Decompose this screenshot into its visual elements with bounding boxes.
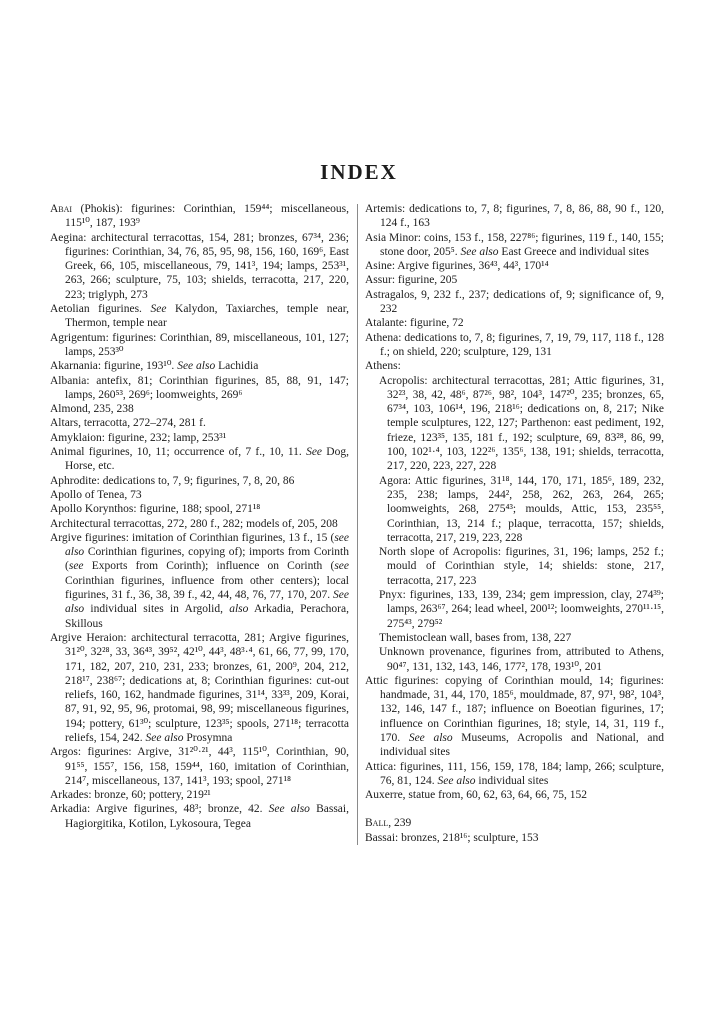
index-entry: Amyklaion: figurine, 232; lamp, 253³¹ <box>50 431 227 444</box>
index-entry: Apollo Korynthos: figurine, 188; spool, 271¹⁸ <box>50 503 261 516</box>
index-entry: Attic figurines: copying of Corinthian mould, 14; figurines: handmade, 31, 44, 170, 185⁶, mouldmade, 87, 97¹, 98², 104³, 132, 146, 147 f., 187; influence on Boeotian figurines, 17; influence on Corinthian figurines, 18; style, 14, 31, 119 f., 170. See also Museums, Acropolis and National, and individual sites <box>365 674 664 759</box>
index-entry: Athens: <box>365 360 401 373</box>
index-entry: Athena: dedications to, 7, 8; figurines, 7, 19, 79, 117, 118 f., 128 f.; on shield, 220; sculpture, 129, 131 <box>365 331 664 358</box>
index-entry: Argive figurines: imitation of Corinthian figurines, 13 f., 15 (see also Corinthian figurines, copying of); imports from Corinth (see Exports from Corinth); influence on Corinth (see Corinthian figurines, influence from other centers); local figurines, 31 f., 36, 38, 39 f., 42, 44, 48, 76, 77, 170, 207. See also individual sites in Argolid, also Arkadia, Perachora, Skillous <box>50 531 349 630</box>
index-entry: Argive Heraion: architectural terracotta, 281; Argive figurines, 31²⁰, 32²⁸, 33, 36⁴³, 39⁵², 42¹⁰, 44³, 48³·⁴, 61, 66, 77, 99, 170, 171, 182, 207, 210, 231, 233; bronzes, 61, 200⁹, 204, 212, 218¹⁷, 238⁶⁷; dedications at, 8; Corinthian figurines: cut-out reliefs, 160, 162, handmade figurines, 31¹⁴, 33³³, 209, Korai, 87, 91, 92, 95, 96, protomai, 98, 99; miscellaneous figurines, 194; pottery, 61³⁰; sculpture, 123³⁵; spools, 271¹⁸; terracotta reliefs, 154, 242. See also Prosymna <box>50 631 349 744</box>
index-entry: Abai (Phokis): figurines: Corinthian, 159⁴⁴; miscellaneous, 115¹⁰, 187, 193⁹ <box>50 203 349 230</box>
index-entry: Astragalos, 9, 232 f., 237; dedications of, 9; significance of, 9, 232 <box>365 288 664 316</box>
index-entry: Attica: figurines, 111, 156, 159, 178, 184; lamp, 266; sculpture, 76, 81, 124. See also individual sites <box>365 760 664 787</box>
index-entry: Albania: antefix, 81; Corinthian figurines, 85, 88, 91, 147; lamps, 260⁵³, 269⁶; loomweights, 269⁶ <box>50 374 349 401</box>
index-entry: Aphrodite: dedications to, 7, 9; figurines, 7, 8, 20, 86 <box>50 474 295 487</box>
index-entry: Almond, 235, 238 <box>50 403 134 416</box>
index-entry: Apollo of Tenea, 73 <box>50 488 142 501</box>
index-entry: Bassai: bronzes, 218¹⁶; sculpture, 153 <box>365 831 539 844</box>
index-entry: Argos: figurines: Argive, 31²⁰·²¹, 44³, 115¹⁰, Corinthian, 90, 91⁵⁵, 155⁷, 156, 158, 159⁴⁴, 160, imitation of Corinthian, 214⁷, miscellaneous, 137, 141³, 193; spool, 271¹⁸ <box>50 746 349 787</box>
index-entry: Arkadia: Argive figurines, 48³; bronze, 42. See also Bassai, Hagiorgitika, Kotilon, Lykosoura, Tegea <box>50 803 349 830</box>
index-column-right <box>365 202 664 845</box>
index-columns <box>50 202 668 845</box>
index-entry: Auxerre, statue from, 60, 62, 63, 64, 66, 75, 152 <box>365 789 587 802</box>
index-entry: Altars, terracotta, 272–274, 281 f. <box>50 417 206 430</box>
index-entry: Atalante: figurine, 72 <box>365 317 464 330</box>
index-entry: Agora: Attic figurines, 31¹⁸, 144, 170, 171, 185⁶, 189, 232, 235, 238; lamps, 244², 258, 262, 263, 264, 265; loomweights, 268, 275⁴³; moulds, Attic, 153, 235⁵⁵, Corinthian, 13, 214 f.; plaque, terracotta, 157; shields, terracotta, 217, 219, 223, 228 <box>379 474 664 544</box>
index-entry: Unknown provenance, figurines from, attributed to Athens, 90⁴⁷, 131, 132, 143, 146, 177², 178, 193¹⁰, 201 <box>379 646 664 673</box>
column-divider <box>357 204 358 845</box>
index-entry: Asine: Argive figurines, 36⁴³, 44³, 170¹⁴ <box>365 260 549 273</box>
index-entry: Architectural terracottas, 272, 280 f., 282; models of, 205, 208 <box>50 517 338 530</box>
index-entry: Themistoclean wall, bases from, 138, 227 <box>379 631 572 644</box>
page-title: INDEX <box>320 160 398 184</box>
index-entry: Artemis: dedications to, 7, 8; figurines, 7, 8, 86, 88, 90 f., 120, 124 f., 163 <box>365 203 664 230</box>
index-entry: Asia Minor: coins, 153 f., 158, 227⁸⁶; figurines, 119 f., 140, 155; stone door, 205⁵. See also East Greece and individual sites <box>365 231 664 258</box>
index-entry: Aetolian figurines. See Kalydon, Taxiarches, temple near, Thermon, temple near <box>50 303 349 330</box>
index-entry: Akarnania: figurine, 193¹⁰. See also Lachidia <box>50 360 259 373</box>
index-entry: Ball, 239 <box>365 817 412 830</box>
index-entry: Assur: figurine, 205 <box>365 274 458 287</box>
index-entry: Acropolis: architectural terracottas, 281; Attic figurines, 31, 32²³, 38, 42, 48⁶, 87²⁶, 98², 104³, 147²⁰, 235; bronzes, 65, 67³⁴, 103, 106¹⁴, 196, 218¹⁶; dedications on, 8, 217; Nike temple sculptures, 122, 127; Parthenon: east pediment, 192, frieze, 123³⁵, 135, 181 f., 192; sculpture, 69, 83²⁸, 86, 99, 100, 102¹·⁴, 103, 122²⁶, 135⁶, 138, 191; shields, terracotta, 217, 220, 223, 227, 228 <box>379 374 664 473</box>
index-entry: Pnyx: figurines, 133, 139, 234; gem impression, clay, 274³⁹; lamps, 263⁶⁷, 264; lead wheel, 200¹²; loomweights, 270¹¹·¹⁵, 275⁴³, 279⁵² <box>379 589 664 630</box>
index-entry: Animal figurines, 10, 11; occurrence of, 7 f., 10, 11. See Dog, Horse, etc. <box>50 446 349 473</box>
index-entry: Arkades: bronze, 60; pottery, 219²¹ <box>50 789 211 802</box>
index-entry: North slope of Acropolis: figurines, 31, 196; lamps, 252 f.; mould of Corinthian style, 14; shields: stone, 217, terracotta, 217, 223 <box>379 546 664 587</box>
index-entry: Agrigentum: figurines: Corinthian, 89, miscellaneous, 101, 127; lamps, 253³⁰ <box>50 331 349 358</box>
index-entry: Aegina: architectural terracottas, 154, 281; bronzes, 67³⁴, 236; figurines: Corinthian, 34, 76, 85, 95, 98, 156, 160, 169⁶, East Greek, 66, 105, miscellaneous, 79, 141³, 194; lamps, 253³¹, 263, 266; sculpture, 75, 103; shields, terracotta, 217, 220, 223; triglyph, 273 <box>50 231 349 301</box>
index-column-left <box>50 202 349 845</box>
